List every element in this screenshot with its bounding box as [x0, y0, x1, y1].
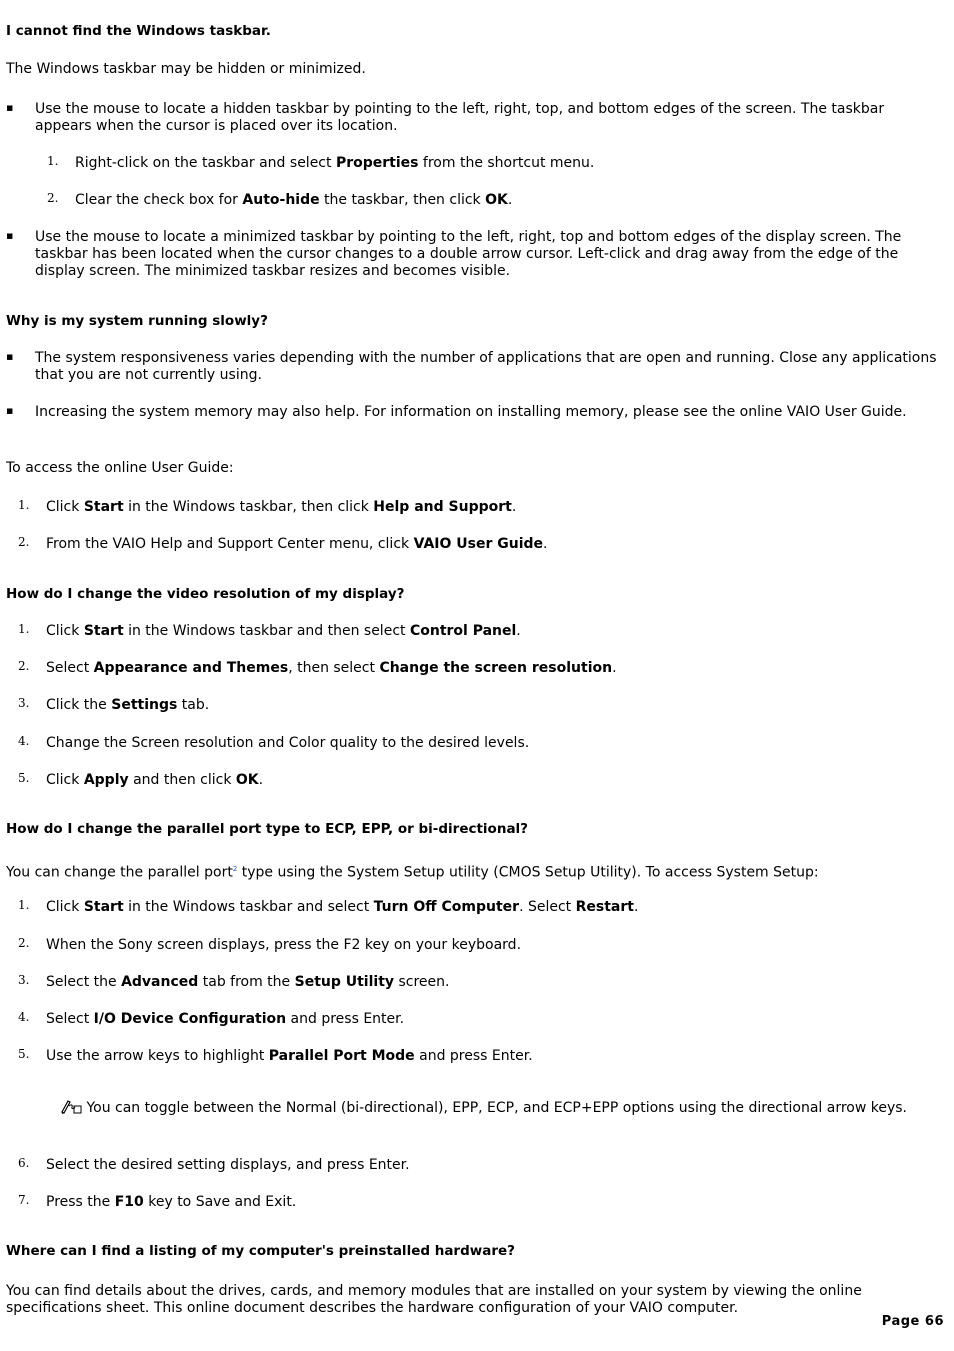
section-heading: Why is my system running slowly?	[6, 313, 268, 329]
step-text: Select I/O Device Configuration and press Enter.	[46, 1011, 405, 1027]
bullet-text: Use the mouse to locate a hidden taskbar by pointing to the left, right, top, and bottom edges of the screen. The taskbar appears when the cursor is placed over its location.	[35, 101, 885, 134]
step-text: Press the F10 key to Save and Exit.	[46, 1194, 297, 1210]
section-heading: I cannot find the Windows taskbar.	[6, 23, 271, 39]
step-number: 5.	[18, 771, 30, 785]
step-number: 2.	[18, 535, 30, 549]
body-text: You can find details about the drives, cards, and memory modules that are installed on your system by viewing the online specifications sheet. This online document describes the hardware configuration of your VAIO computer.	[6, 1283, 862, 1316]
step-text: From the VAIO Help and Support Center menu, click VAIO User Guide.	[46, 536, 548, 552]
bullet-text: Increasing the system memory may also help. For information on installing memory, please see the online VAIO User Guide.	[35, 404, 907, 420]
step-text: Click the Settings tab.	[46, 697, 210, 713]
access-text: To access the online User Guide:	[6, 460, 234, 476]
bullet-text: Use the mouse to locate a minimized taskbar by pointing to the left, right, top and bottom edges of the display screen. The taskbar has been located when the cursor changes to a double arrow cursor. Left-click and drag away from the edge of the display screen. The minimized taskbar resizes and becomes visible.	[35, 229, 902, 279]
step-number: 1.	[18, 498, 30, 512]
step-text: Click Start in the Windows taskbar, then click Help and Support.	[46, 499, 517, 515]
bullet: ▪	[6, 101, 14, 114]
step-text: Change the Screen resolution and Color quality to the desired levels.	[46, 735, 530, 751]
step-number: 3.	[18, 696, 30, 710]
step-number: 1.	[18, 898, 30, 912]
step-text: Use the arrow keys to highlight Parallel Port Mode and press Enter.	[46, 1048, 533, 1064]
step-number: 4.	[18, 734, 30, 748]
step-number: 4.	[18, 1010, 30, 1024]
note-pencil-icon	[60, 1098, 82, 1114]
step-number: 2.	[18, 936, 30, 950]
bullet: ▪	[6, 229, 14, 242]
page-number: Page 66	[881, 1314, 944, 1329]
step-number: 1.	[18, 622, 30, 636]
step-text: When the Sony screen displays, press the F2 key on your keyboard.	[46, 937, 522, 953]
step-text: Click Start in the Windows taskbar and then select Control Panel.	[46, 623, 521, 639]
bullet-text: The system responsiveness varies depending with the number of applications that are open and running. Close any applications that you are not currently using.	[35, 350, 937, 383]
step-text: Click Start in the Windows taskbar and select Turn Off Computer. Select Restart.	[46, 899, 639, 915]
section-heading: How do I change the video resolution of my display?	[6, 586, 405, 602]
step-text: Select Appearance and Themes, then select Change the screen resolution.	[46, 660, 617, 676]
section-heading: Where can I find a listing of my computer's preinstalled hardware?	[6, 1243, 515, 1259]
step-number: 3.	[18, 973, 30, 987]
step-text: Right-click on the taskbar and select Properties from the shortcut menu.	[75, 155, 595, 171]
step-number: 5.	[18, 1047, 30, 1061]
bullet: ▪	[6, 350, 14, 363]
step-number: 1.	[47, 154, 59, 168]
step-text: Select the Advanced tab from the Setup Utility screen.	[46, 974, 450, 990]
step-text: Clear the check box for Auto-hide the taskbar, then click OK.	[75, 192, 513, 208]
note-text: You can toggle between the Normal (bi-directional), EPP, ECP, and ECP+EPP options using the directional arrow keys.	[52, 1098, 940, 1117]
intro-text: The Windows taskbar may be hidden or minimized.	[6, 61, 366, 77]
step-number: 6.	[18, 1156, 30, 1170]
intro-text: You can change the parallel port$^2$ type using the System Setup utility (CMOS Setup Utility). To access System Setup:	[6, 864, 819, 881]
step-text: Click Apply and then click OK.	[46, 772, 264, 788]
section-heading: How do I change the parallel port type to ECP, EPP, or bi-directional?	[6, 821, 529, 837]
bullet: ▪	[6, 404, 14, 417]
step-number: 2.	[18, 659, 30, 673]
step-number: 2.	[47, 191, 59, 205]
step-number: 7.	[18, 1193, 30, 1207]
footnote-link[interactable]: 2	[232, 865, 238, 873]
step-text: Select the desired setting displays, and press Enter.	[46, 1157, 410, 1173]
